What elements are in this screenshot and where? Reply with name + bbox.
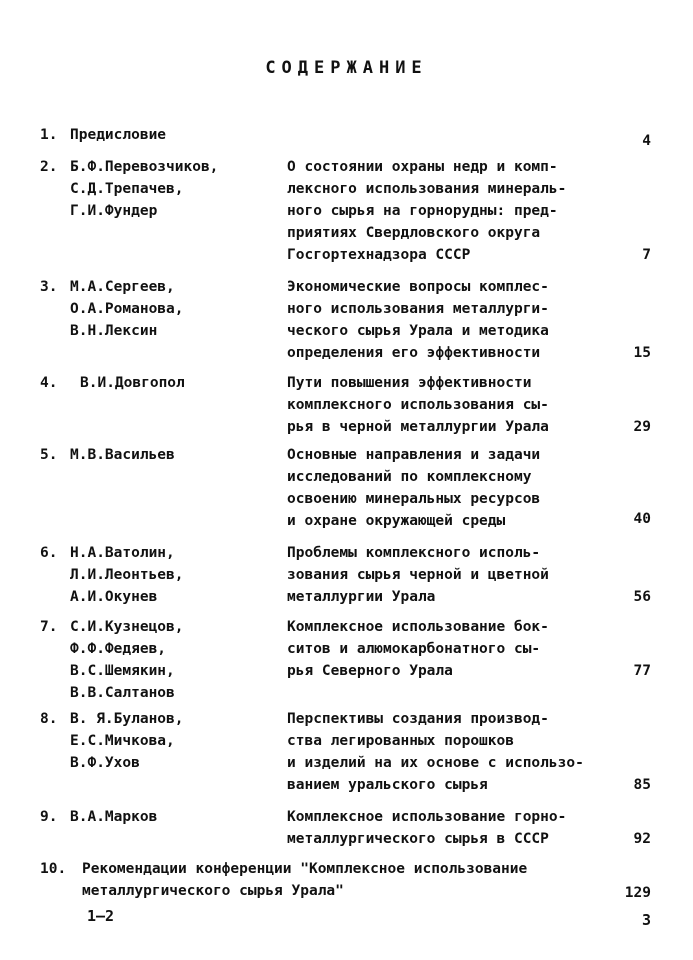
entry-page: 7 — [642, 247, 651, 263]
page-title: СОДЕРЖАНИЕ — [265, 58, 428, 78]
entry-number: 6. — [40, 545, 58, 561]
entry-title: Перспективы создания производ- ства легированных порошков и изделий на их основе с использо- ванием уральского сырья — [287, 711, 584, 793]
entry-title: О состоянии охраны недр и комп- лексного использования минераль- ного сырья на горнорудны: пред- приятиях Свердловского округа Госгортехнадзора СССР — [287, 159, 567, 263]
entry-title: Рекомендации конференции "Комплексное использование металлургического сырья Урала" — [82, 861, 528, 899]
entry-authors: М.А.Сергеев, О.А.Романова, В.Н.Лексин — [70, 279, 184, 339]
entry-number: 7. — [40, 619, 58, 635]
page-number: 3 — [641, 911, 651, 929]
entry-page: 4 — [642, 133, 651, 149]
entry-page: 15 — [633, 345, 651, 361]
entry-title: Основные направления и задачи исследований по комплексному освоению минеральных ресурсов и охране окружающей среды — [287, 447, 541, 529]
entry-number: 3. — [40, 279, 58, 295]
entry-number: 5. — [40, 447, 58, 463]
entry-authors: М.В.Васильев — [70, 447, 175, 463]
entry-page: 77 — [633, 663, 651, 679]
entry-authors: В. Я.Буланов, Е.С.Мичкова, В.Ф.Ухов — [70, 711, 184, 771]
entry-title: Пути повышения эффективности комплексного использования сы- рья в черной металлургии Урала — [287, 375, 549, 435]
entry-number: 1. — [40, 127, 58, 143]
entry-page: 40 — [633, 511, 651, 527]
entry-title: Экономические вопросы комплес- ного использования металлурги- ческого сырья Урала и методика определения его эффективности — [287, 279, 549, 361]
signature-mark: 1–2 — [87, 907, 115, 925]
entry-authors: Предисловие — [70, 127, 167, 143]
entry-page: 56 — [633, 589, 651, 605]
entry-title: Комплексное использование горно- металлургического сырья в СССР — [287, 809, 567, 847]
entry-authors: Н.А.Ватолин, Л.И.Леонтьев, А.И.Окунев — [70, 545, 184, 605]
entry-authors: С.И.Кузнецов, Ф.Ф.Федяев, В.С.Шемякин, В.В.Салтанов — [70, 619, 184, 701]
entry-authors: В.И.Довгопол — [80, 375, 185, 391]
entry-authors: В.А.Марков — [70, 809, 158, 825]
entry-number: 8. — [40, 711, 58, 727]
entry-number: 4. — [40, 375, 58, 391]
entry-title: Комплексное использование бок- ситов и алюмокарбонатного сы- рья Северного Урала — [287, 619, 549, 679]
entry-page: 85 — [633, 777, 651, 793]
entry-page: 92 — [633, 831, 651, 847]
entry-number: 2. — [40, 159, 58, 175]
entry-number: 9. — [40, 809, 58, 825]
entry-number: 10. — [40, 861, 67, 877]
entry-title: Проблемы комплексного исполь- зования сырья черной и цветной металлургии Урала — [287, 545, 549, 605]
entry-page: 129 — [624, 885, 651, 901]
entry-page: 29 — [633, 419, 651, 435]
entry-authors: Б.Ф.Перевозчиков, С.Д.Трепачев, Г.И.Фундер — [70, 159, 219, 219]
